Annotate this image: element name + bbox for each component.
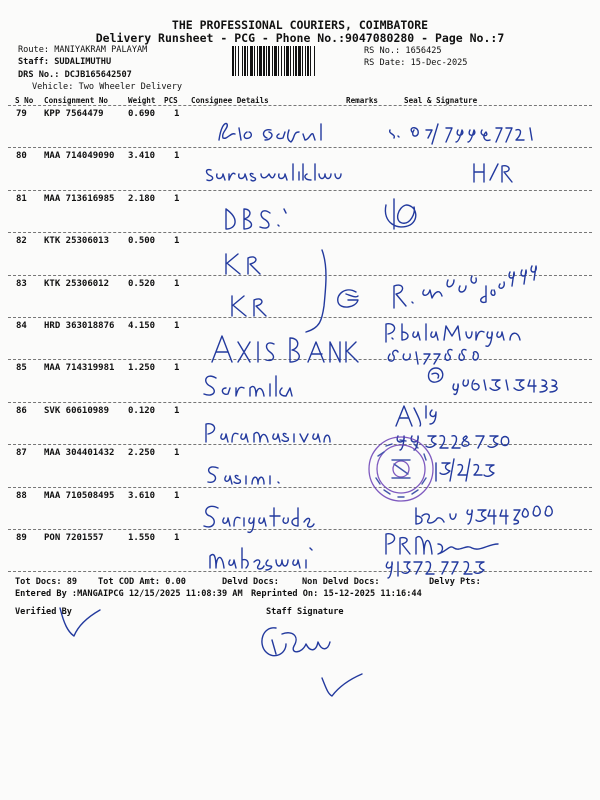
row-separator (8, 105, 592, 106)
cell-consignment-no: PON 7201557 (44, 533, 104, 543)
cell-sno: 81 (16, 193, 27, 204)
col-seal: Seal & Signature (404, 96, 478, 105)
signature-r87-name (204, 460, 294, 488)
cell-weight: 0.690 (128, 109, 156, 119)
col-consignee: Consignee Details (191, 96, 269, 105)
signature-r85-name (200, 370, 330, 402)
row-separator (8, 487, 592, 488)
cell-sno: 87 (16, 448, 27, 459)
cell-consignment-no: KPP 7564479 (44, 109, 104, 119)
cell-consignment-no: MAA 714319981 (44, 363, 115, 374)
cell-pcs: 1 (174, 363, 180, 374)
verified-by-label: Verified By (15, 607, 72, 617)
cell-consignment-no: MAA 710508495 (44, 490, 115, 501)
delivered-docs: Delvd Docs: (222, 577, 279, 587)
cell-pcs: 1 (174, 448, 180, 459)
signature-r87-sign (430, 455, 510, 485)
signature-r88-name (200, 500, 350, 534)
signature-r85-sign (424, 362, 574, 398)
reprinted-on: Reprinted On: 15-12-2025 11:16:44 (251, 589, 422, 599)
cell-sno: 83 (16, 278, 27, 289)
cell-consignment-no: KTK 25306012 (44, 278, 110, 289)
signature-r79-name (215, 118, 365, 148)
non-delivered-docs: Non Delvd Docs: (302, 577, 380, 587)
cell-weight: 0.120 (128, 405, 156, 416)
company-seal-stamp (366, 434, 436, 504)
drs-label: DRS No.: DCJB165642507 (18, 70, 132, 80)
signature-r81-sign (380, 195, 430, 235)
delivery-points: Delvy Pts: (429, 577, 481, 587)
signature-r86-name (202, 418, 332, 446)
col-remarks: Remarks (346, 96, 379, 105)
signature-r83-sign (390, 250, 550, 310)
cell-pcs: 1 (174, 405, 180, 416)
cell-pcs: 1 (174, 151, 180, 162)
signature-r80-name (203, 158, 353, 186)
cell-consignment-no: MAA 714049090 (44, 151, 115, 162)
rs-date: RS Date: 15-Dec-2025 (364, 58, 468, 68)
signature-r84-name (208, 332, 358, 366)
cell-sno: 80 (16, 151, 27, 162)
cell-weight: 3.410 (128, 151, 156, 162)
cell-sno: 82 (16, 236, 27, 247)
route-label: Route: MANIYAKRAM PALAYAM (18, 45, 148, 55)
vehicle-label: Vehicle: Two Wheeler Delivery (32, 82, 183, 92)
staff-label: Staff: SUDALIMUTHU (18, 57, 112, 67)
cell-weight: 1.550 (128, 533, 156, 543)
cell-weight: 2.180 (128, 193, 156, 204)
signature-r82-name (222, 250, 272, 276)
cell-sno: 89 (16, 533, 27, 543)
cell-weight: 2.250 (128, 448, 156, 459)
cell-consignment-no: SVK 60610989 (44, 405, 110, 416)
col-pcs: PCS (164, 96, 178, 105)
cell-weight: 1.250 (128, 363, 156, 374)
staff-checkmark (318, 668, 368, 702)
signature-r81-name (222, 205, 302, 233)
initial-r83 (330, 284, 370, 314)
cell-pcs: 1 (174, 278, 180, 289)
staff-signature-label: Staff Signature (266, 607, 344, 617)
total-docs: Tot Docs: 89 (15, 577, 78, 587)
row-separator (8, 190, 592, 191)
company-title: THE PROFESSIONAL COURIERS, COIMBATORE (171, 18, 429, 32)
signature-r89-name (206, 542, 326, 572)
cell-sno: 86 (16, 405, 27, 416)
cell-sno: 88 (16, 490, 27, 501)
cell-pcs: 1 (174, 193, 180, 204)
barcode (232, 46, 360, 76)
cell-consignment-no: MAA 713616985 (44, 193, 115, 204)
cell-weight: 0.500 (128, 236, 156, 247)
cell-sno: 85 (16, 363, 27, 374)
cell-sno: 79 (16, 109, 27, 119)
cell-consignment-no: MAA 304401432 (44, 448, 115, 459)
signature-r83-name (228, 292, 288, 318)
cell-pcs: 1 (174, 490, 180, 501)
rs-number: RS No.: 1656425 (364, 46, 442, 56)
cell-sno: 84 (16, 321, 27, 331)
total-cod: Tot COD Amt: 0.00 (98, 577, 186, 587)
cell-pcs: 1 (174, 321, 180, 331)
signature-r84-sign (380, 318, 550, 366)
cell-pcs: 1 (174, 109, 180, 119)
cell-pcs: 1 (174, 236, 180, 247)
runsheet-subtitle: Delivery Runsheet - PCG - Phone No.:9047080280 - Page No.:7 (95, 31, 505, 45)
cell-weight: 3.610 (128, 490, 156, 501)
cell-pcs: 1 (174, 533, 180, 543)
col-weight: Weight (128, 96, 156, 105)
signature-r79-sign (386, 120, 556, 146)
col-consignment: Consignment No (44, 96, 109, 105)
cell-weight: 4.150 (128, 321, 156, 331)
col-sno: S No (15, 96, 34, 105)
remark-r80 (470, 160, 530, 186)
staff-signature-mark (256, 624, 336, 664)
cell-consignment-no: KTK 25306013 (44, 236, 110, 247)
entered-by: Entered By :MANGAIPCG 12/15/2025 11:08:39 AM (15, 589, 243, 599)
signature-r89-sign (380, 528, 510, 580)
cell-weight: 0.520 (128, 278, 156, 289)
cell-consignment-no: HRD 363018876 (44, 321, 115, 331)
